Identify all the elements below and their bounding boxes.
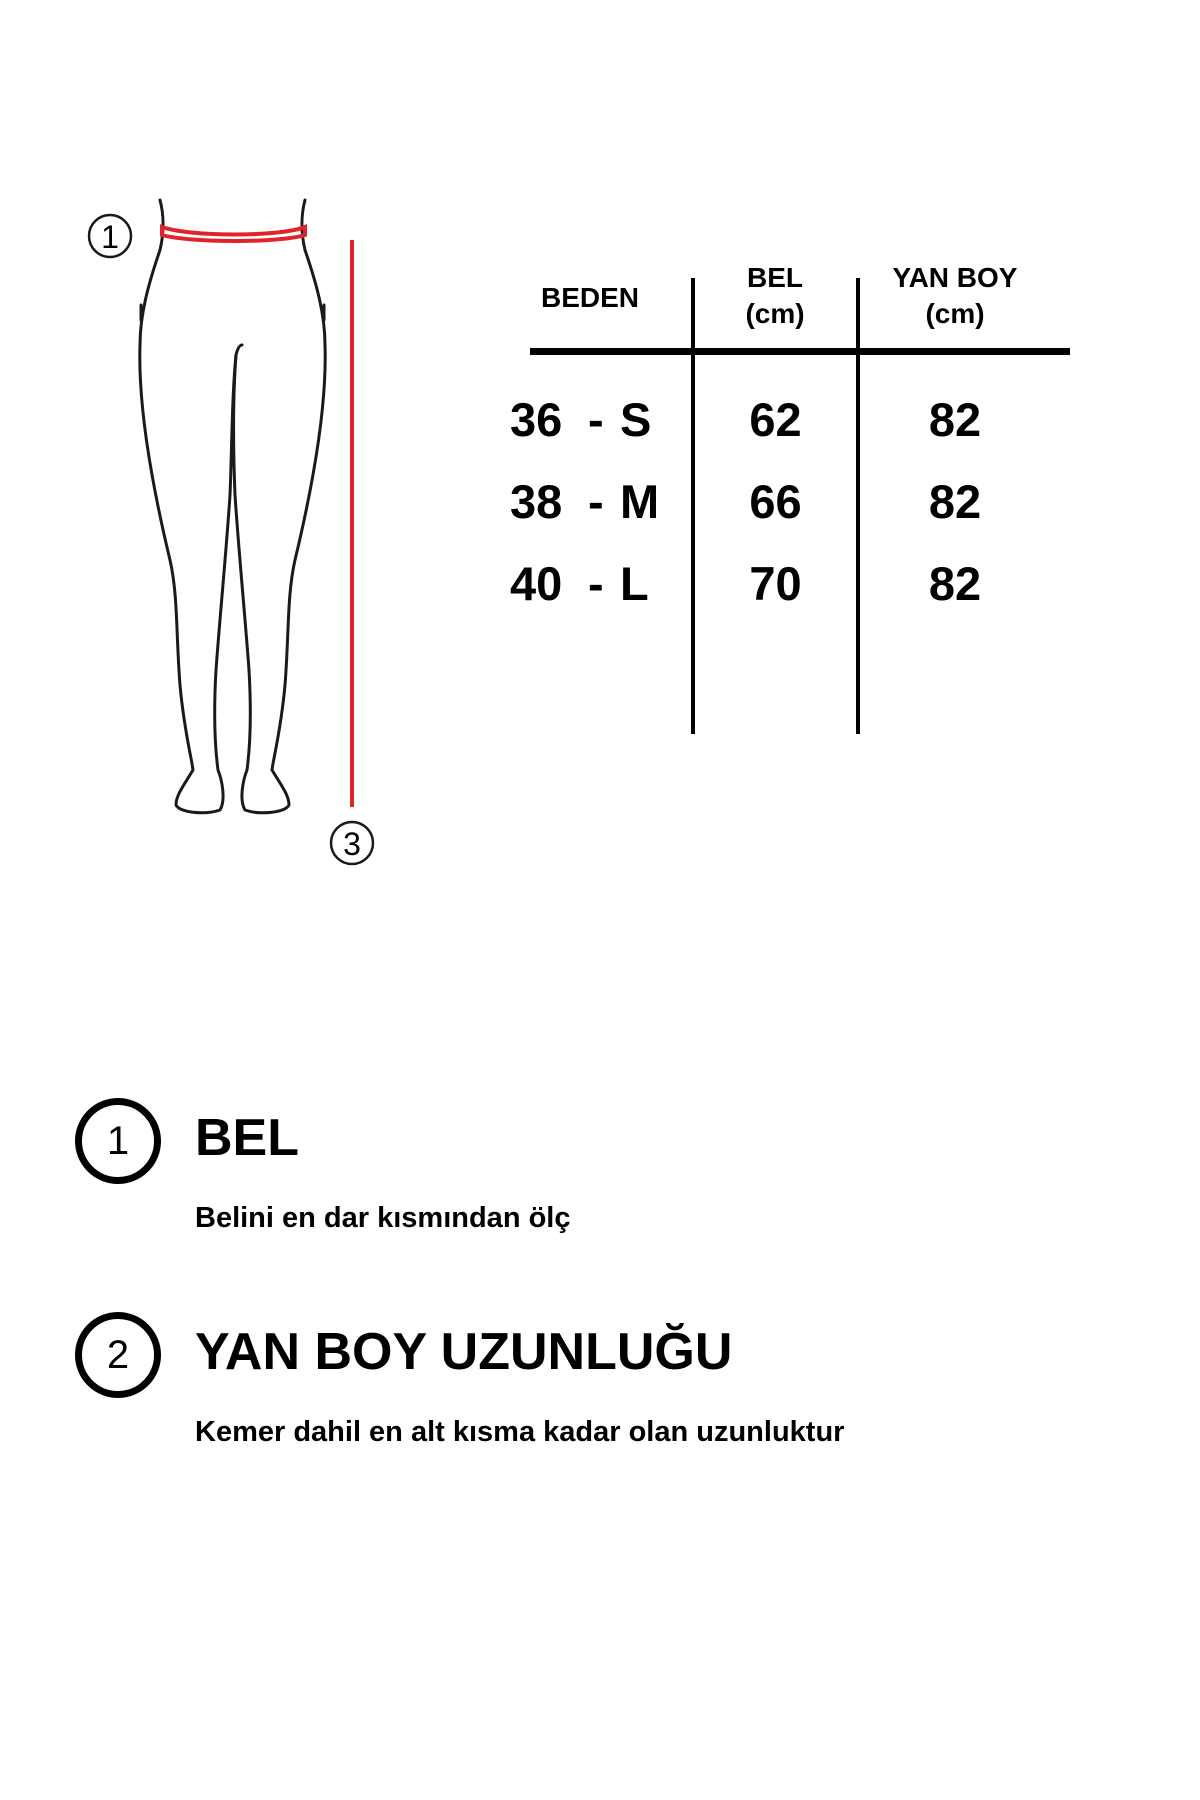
legend-item-side-length <box>75 1312 1125 1472</box>
header-waist-line1: BEL <box>747 262 803 293</box>
row-1-length: 82 <box>928 393 982 446</box>
marker-1-label: 1 <box>101 219 119 255</box>
row-2-size-num: 38 <box>510 475 563 528</box>
row-3-size-sep: - <box>588 557 604 610</box>
legend-2-description: Kemer dahil en alt kısma kadar olan uzunluktur <box>195 1416 845 1448</box>
legend-item-waist <box>75 1098 1125 1258</box>
header-waist <box>690 260 860 332</box>
row-2-size-letter: M <box>620 475 660 528</box>
header-length-line1: YAN BOY <box>892 262 1018 293</box>
header-length-line2: (cm) <box>925 298 985 329</box>
row-2-length: 82 <box>928 475 982 528</box>
size-table <box>510 260 1070 740</box>
header-size: BEDEN <box>540 282 639 313</box>
legend-1-title: BEL <box>195 1109 299 1167</box>
marker-3-label: 3 <box>343 826 361 862</box>
row-1-size-letter: S <box>620 393 652 446</box>
row-3-waist: 70 <box>749 557 802 610</box>
legend-2-title: YAN BOY UZUNLUĞU <box>195 1323 733 1381</box>
legend-1-description: Belini en dar kısmından ölç <box>195 1202 571 1234</box>
leggings-measurement-figure <box>80 195 400 875</box>
header-length <box>860 260 1050 332</box>
header-divider <box>530 348 1070 355</box>
row-2-waist: 66 <box>749 475 802 528</box>
row-1-waist: 62 <box>749 393 802 446</box>
legend-1-badge: 1 <box>75 1098 161 1184</box>
row-3-length: 82 <box>928 557 982 610</box>
row-3-size-num: 40 <box>510 557 563 610</box>
row-1-size-sep: - <box>588 393 604 446</box>
row-1-size-num: 36 <box>510 393 563 446</box>
row-3-size-letter: L <box>620 557 649 610</box>
waist-band-marker <box>162 227 305 241</box>
leggings-outline-icon <box>80 195 400 875</box>
row-2-size-sep: - <box>588 475 604 528</box>
header-waist-line2: (cm) <box>745 298 805 329</box>
legend-2-badge: 2 <box>75 1312 161 1398</box>
